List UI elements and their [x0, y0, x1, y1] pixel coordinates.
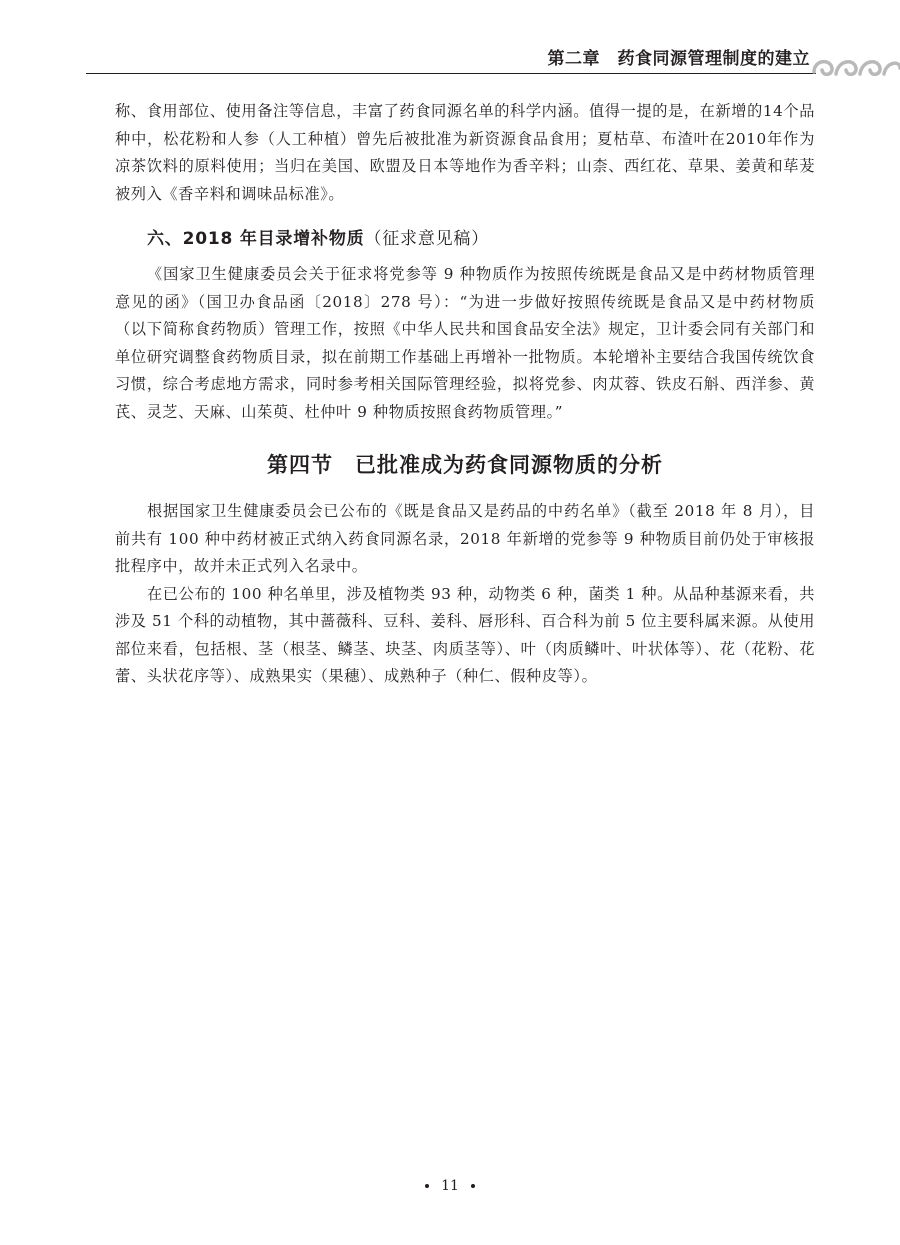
subsection-heading-suffix: （征求意见稿）: [364, 229, 490, 249]
subsection-heading-2018: [147, 225, 815, 253]
page-number: 11: [441, 1178, 459, 1194]
running-head-chapter-title: 第二章 药食同源管理制度的建立: [547, 49, 810, 69]
page-body: [115, 98, 815, 691]
paragraph-continuation: 称、食用部位、使用备注等信息，丰富了药食同源名单的科学内涵。值得一提的是，在新增的14个品种中，松花粉和人参（人工种植）曾先后被批准为新资源食品食用；夏枯草、布渣叶在2010年作为凉茶饮料的原料使用；当归在美国、欧盟及日本等地作为香辛料；山柰、西红花、草果、姜黄和荜茇被列入《香辛料和调味品标准》。: [115, 102, 815, 203]
paragraph-list-analysis: 在已公布的 100 种名单里，涉及植物类 93 种，动物类 6 种，菌类 1 种。从品种基源来看，共涉及 51 个科的动植物，其中蔷薇科、豆科、姜科、唇形科、百合科为前 5 位主要科属来源。从使用部位来看，包括根、茎（根茎、鳞茎、块茎、肉质茎等）、叶（肉质鳞叶、叶状体等）、花（花粉、花蕾、头状花序等）、成熟果实（果穗）、成熟种子（种仁、假种皮等）。: [115, 584, 815, 685]
page-footer: [0, 1178, 900, 1194]
header-rule: [86, 73, 816, 74]
subsection-heading-main: 六、2018 年目录增补物质: [147, 229, 365, 249]
paragraph-notice-quote: 《国家卫生健康委员会关于征求将党参等 9 种物质作为按照传统既是食品又是中药材物质管理意见的函》（国卫办食品函〔2018〕278 号）：“为进一步做好按照传统既是食品又是中药材物质（以下简称食药物质）管理工作，按照《中华人民共和国食品安全法》规定，卫计委会同有关部门和单位研究调整食药物质目录，拟在前期工作基础上再增补一批物质。本轮增补主要结合我国传统饮食习惯，综合考虑地方需求，同时参考相关国际管理经验，拟将党参、肉苁蓉、铁皮石斛、西洋参、黄芪、灵芝、天麻、山茱萸、杜仲叶 9 种物质按照食药物质管理。”: [115, 265, 815, 421]
paragraph-list-status: 根据国家卫生健康委员会已公布的《既是食品又是药品的中药名单》（截至 2018 年 8 月），目前共有 100 种中药材被正式纳入药食同源名录，2018 年新增的党参等 9 种物质目前仍处于审核报批程序中，故并未正式列入名录中。: [115, 502, 815, 575]
section-heading: 第四节 已批准成为药食同源物质的分析: [267, 453, 663, 477]
page-number-dot-right: [471, 1184, 475, 1188]
scroll-ornament-icon: [808, 50, 900, 84]
page-number-dot-left: [425, 1184, 429, 1188]
